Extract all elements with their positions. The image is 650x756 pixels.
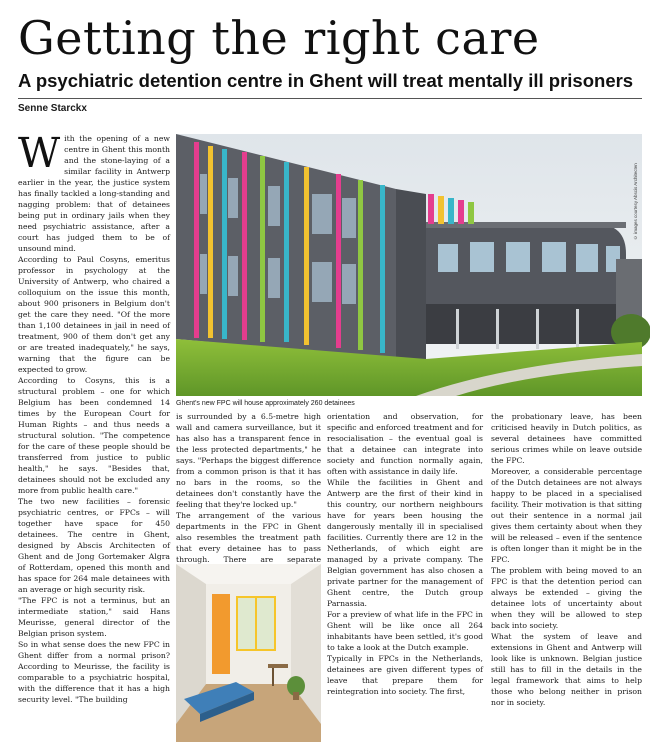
photo-credit: © images courtesy Abscis Architecten	[633, 163, 638, 240]
article-paragraph: The problem with being moved to an FPC is that the detention period can always be extended – giving the detainee lots of uncertainty about when they will be allowed to step back into society.	[491, 566, 642, 630]
article-paragraph: According to Cosyns, this is a structural problem – one for which Belgium has been condemned 14 times by the European Court for Human Rights – and thus needs a structural solution. "The competence for the care of these people should be transferred from justice to public health," he says. "Besides that, detainees should not be excluded any more from public health care."	[18, 376, 170, 495]
article-column-1	[18, 129, 170, 745]
article-paragraph: The two new facilities – forensic psychiatric centres, or FPCs – will together have space for 450 detainees. The centre in Ghent, designed by Abscis Architecten of Ghent and de Jong Gortemaker Algra of Rotterdam, opened this month and has space for 264 male detainees with an average or high security risk.	[18, 497, 170, 594]
article-column-3	[327, 411, 483, 745]
article-paragraph: the probationary leave, has been criticised heavily in Dutch politics, as several detainees have committed serious crimes while on leave outside the FPC.	[491, 412, 642, 465]
headline-divider	[18, 98, 642, 99]
building-photo	[176, 134, 642, 396]
article-paragraph: orientation and observation, for specific and enforced treatment and for resocialisation – the eventual goal is that a detainee can integrate into society and function normally again, often with assistance in daily life.	[327, 412, 483, 476]
room-photo	[176, 564, 321, 742]
drop-cap: W	[18, 129, 61, 177]
article-column-4	[491, 411, 642, 745]
detention-room-illustration	[176, 564, 321, 742]
article-paragraph: What the system of leave and extensions in Ghent and Antwerp will look like is unknown. Belgian justice still has to fill in the details in the legal framework that aims to help those who belong neither in prison nor in society.	[491, 632, 642, 707]
article-paragraph: "The FPC is not a terminus, but an intermediate station," said Hans Meurisse, general director of the Belgian prison system.	[18, 596, 170, 638]
photo-caption: Ghent's new FPC will house approximately 260 detainees	[176, 400, 355, 407]
headline: Getting the right care	[18, 11, 540, 65]
article-column-2	[176, 411, 321, 564]
article-paragraph: For a preview of what life in the FPC in Ghent will be like once all 264 inhabitants have been settled, it's good to take a look at the Dutch example.	[327, 610, 483, 652]
author-byline: Senne Starckx	[18, 103, 87, 114]
article-paragraph: While the facilities in Ghent and Antwerp are the first of their kind in this country, our northern neighbours have for years been housing the dangerously mentally ill in specialised facilities. Currently there are 12 in the Netherlands, of which eight are managed by a private company. The Belgian government has also chosen a private partner for the management of Ghent centre, the Dutch group Parnassia.	[327, 478, 483, 608]
article-paragraph: So in what sense does the new FPC in Ghent differ from a normal prison? According to Meurisse, the facility is comparable to a psychiatric hospital, with the difference that it has a high security level. "The building	[18, 640, 170, 704]
subheadline: A psychiatric detention centre in Ghent will treat mentally ill prisoners	[18, 70, 634, 91]
article-paragraph: The arrangement of the various departments in the FPC in Ghent also resembles the treatment path that every detainee has to pass through. There are separate	[176, 511, 321, 564]
article-paragraph: is surrounded by a 6.5-metre high wall and camera surveillance, but it has also has a transparent fence in the less protected departments," he says. "Perhaps the biggest difference from a common prison is that it has no bars in the rooms, so the detainees don't constantly have the feeling that they're locked up."	[176, 412, 321, 509]
article-paragraph: Typically in FPCs in the Netherlands, detainees are given different types of leave that prepare them for reintegration into society. The first,	[327, 654, 483, 696]
article-paragraph: ith the opening of a new centre in Ghent this month and the stone-laying of a similar facility in Antwerp earlier in the year, the justice system has finally tackled a long-standing and nagging problem: that of detainees being put in ordinary jails when they need psychiatric assistance, after a court has judged them to be of unsound mind.	[18, 134, 170, 253]
article-paragraph: According to Paul Cosyns, emeritus professor in psychology at the University of Antwerp, who chaired a colloquium on the issue this month, about 900 prisoners in Belgium don't get the care they need. "Of the more than 1,100 detainees in jail in need of treatment, 900 of them don't get any or are treated inadequately," he says, warning that the figure can be expected to grow.	[18, 255, 170, 374]
article-paragraph: Moreover, a considerable percentage of the Dutch detainees are not always happy to be placed in a specialised facility. Their motivation is that sitting out their sentence in a normal jail gives them certainty about when they will be released – even if the sentence is often longer than it might be in the FPC.	[491, 467, 642, 564]
fpc-building-illustration	[176, 134, 642, 396]
